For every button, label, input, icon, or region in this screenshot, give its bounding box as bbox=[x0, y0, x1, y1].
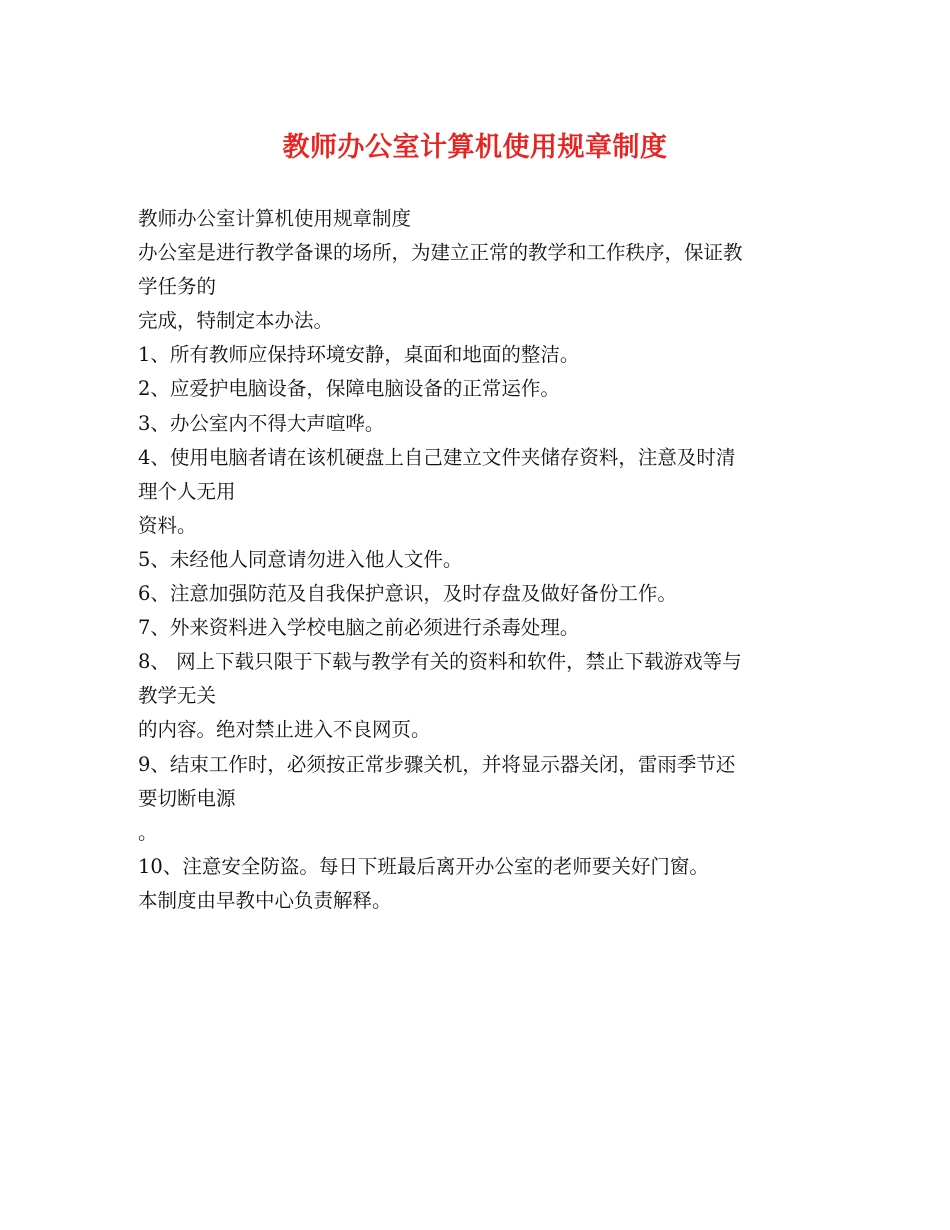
rule-item-6: 6、注意加强防范及自我保护意识，及时存盘及做好备份工作。 bbox=[138, 582, 677, 606]
rule-item-10: 10、注意安全防盗。每日下班最后离开办公室的老师要关好门窗。 bbox=[138, 854, 709, 878]
closing-statement: 本制度由早教中心负责解释。 bbox=[138, 888, 392, 912]
rule-item-9-cont: 要切断电源 bbox=[138, 786, 236, 810]
rule-item-9-cont: 。 bbox=[138, 820, 158, 844]
rule-item-5: 5、未经他人同意请勿进入他人文件。 bbox=[138, 547, 463, 571]
rule-item-4: 4、使用电脑者请在该机硬盘上自己建立文件夹储存资料，注意及时清 bbox=[138, 445, 736, 469]
rule-item-3: 3、办公室内不得大声喧哗。 bbox=[138, 411, 385, 435]
rule-item-9: 9、结束工作时，必须按正常步骤关机，并将显示器关闭，雷雨季节还 bbox=[138, 752, 736, 776]
rule-item-4-cont: 理个人无用 bbox=[138, 479, 236, 503]
rule-item-2: 2、应爱护电脑设备，保障电脑设备的正常运作。 bbox=[138, 377, 560, 401]
body-line: 完成，特制定本办法。 bbox=[138, 309, 334, 333]
document-title: 教师办公室计算机使用规章制度 bbox=[282, 132, 668, 163]
rule-item-7: 7、外来资料进入学校电脑之前必须进行杀毒处理。 bbox=[138, 616, 580, 640]
document-body bbox=[138, 202, 828, 918]
rule-item-1: 1、所有教师应保持环境安静，桌面和地面的整洁。 bbox=[138, 343, 580, 367]
rule-item-4-cont: 资料。 bbox=[138, 513, 197, 537]
body-line: 学任务的 bbox=[138, 275, 217, 299]
rule-item-8: 8、 网上下载只限于下载与教学有关的资料和软件，禁止下载游戏等与 bbox=[138, 650, 742, 674]
body-line: 教师办公室计算机使用规章制度 bbox=[138, 207, 412, 230]
body-line: 办公室是进行教学备课的场所，为建立正常的教学和工作秩序，保证教 bbox=[138, 241, 743, 265]
rule-item-8-cont: 教学无关 bbox=[138, 684, 217, 708]
rule-item-8-cont: 的内容。绝对禁止进入不良网页。 bbox=[138, 718, 431, 742]
